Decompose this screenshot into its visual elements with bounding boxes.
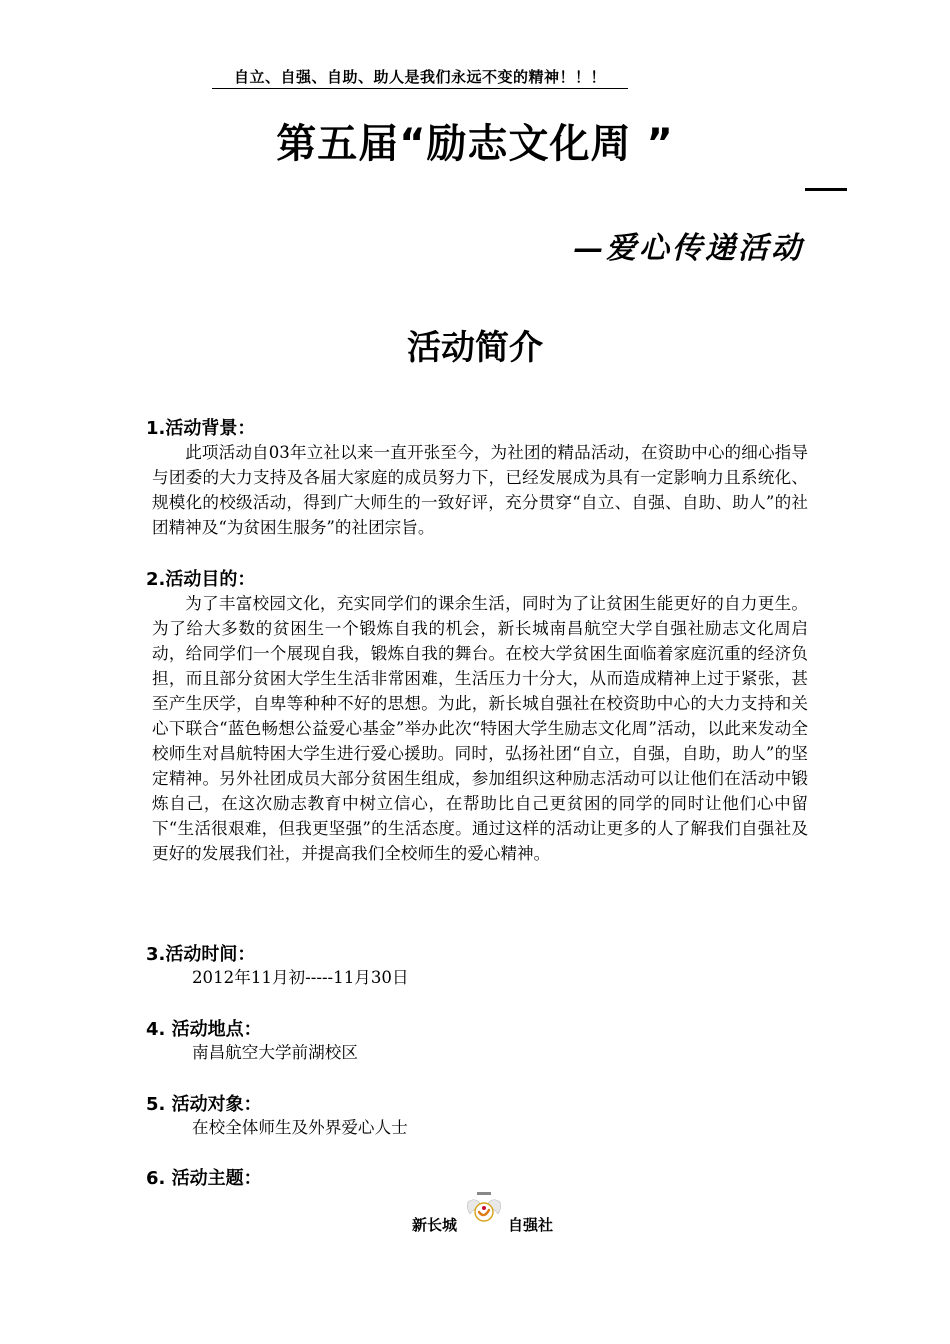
section-heading-location: 4. 活动地点： [146, 1019, 262, 1040]
page-footer [0, 1188, 950, 1248]
title-dash-divider [805, 188, 847, 191]
section-body-purpose: 为了丰富校园文化，充实同学们的课余生活，同时为了让贫困生能更好的自力更生。为了给大多数的贫困生一个锻炼自我的机会，新长城南昌航空大学自强社励志文化周启动，给同学们一个展现自我，锻炼自我的舞台。在校大学贫困生面临着家庭沉重的经济负担，而且部分贫困大学生生活非常困难，生活压力十分大，从而造成精神上过于紧张，甚至产生厌学，自卑等种种不好的思想。为此，新长城自强社在校资助中心的大力支持和关心下联合“蓝色畅想公益爱心基金”举办此次“特困大学生励志文化周”活动，以此来发动全校师生对昌航特困大学生进行爱心援助。同时，弘扬社团“自立，自强，自助，助人”的坚定精神。另外社团成员大部分贫困生组成，参加组织这种励志活动可以让他们在活动中锻炼自己，在这次励志教育中树立信心，在帮助比自己更贫困的同学的同时让他们心中留下“生活很艰难，但我更坚强”的生活态度。通过这样的活动让更多的人了解我们自强社及更好的发展我们社，并提高我们全校师生的爱心精神。 [152, 594, 808, 863]
section-body-time: 2012年11月初-----11月30日 [192, 968, 409, 987]
section-heading-background: 1.活动背景： [146, 418, 256, 439]
section-heading-time: 3.活动时间： [146, 944, 256, 965]
section-body-background: 此项活动自03年立社以来一直开张至今，为社团的精品活动，在资助中心的细心指导与团委的大力支持及各届大家庭的成员努力下，已经发展成为具有一定影响力且系统化、规模化的校级活动，得到广大师生的一致好评，充分贯穿“自立、自强、自助、助人”的社团精神及“为贫困生服务”的社团宗旨。 [152, 443, 808, 537]
document-title: 第五届“励志文化周 ” [276, 121, 674, 167]
section-heading-purpose: 2.活动目的： [146, 569, 256, 590]
section-heading-audience: 5. 活动对象： [146, 1094, 262, 1115]
section-heading-theme: 6. 活动主题： [146, 1168, 262, 1189]
self-reliance-society-logo-icon [462, 1188, 506, 1232]
section-body-audience: 在校全体师生及外界爱心人士 [192, 1118, 408, 1137]
footer-org-name: 新长城 [412, 1216, 458, 1234]
section-body-location: 南昌航空大学前湖校区 [192, 1043, 358, 1062]
footer-society-name: 自强社 [508, 1216, 554, 1234]
document-subtitle: —爱心传递活动 [573, 231, 804, 266]
section-title-intro: 活动简介 [407, 328, 543, 368]
header-slogan: 自立、自强、自助、助人是我们永远不变的精神！！！ [212, 66, 628, 89]
